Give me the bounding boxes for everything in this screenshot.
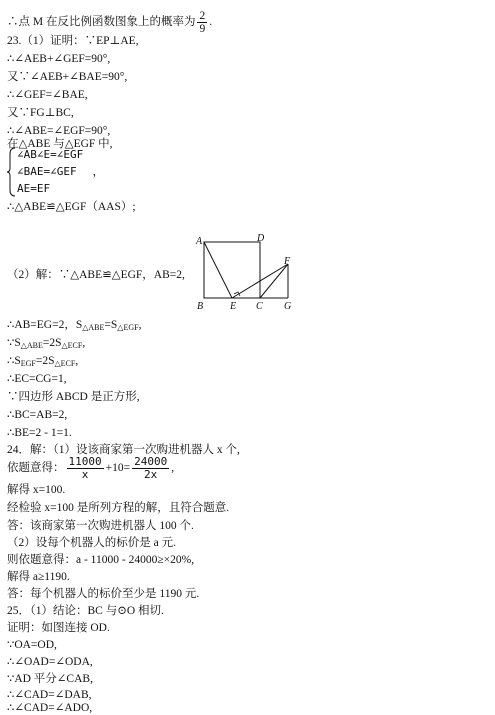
- text-line: ∴∠GEF=∠BAE,: [7, 89, 88, 101]
- text-line: ∴BE=2 - 1=1.: [7, 427, 72, 439]
- text-run: ,: [75, 355, 79, 367]
- fraction: [132, 456, 169, 481]
- subscript: △ABE: [20, 341, 43, 350]
- text-line: ∴∠CAD=∠ADO,: [7, 702, 93, 714]
- equation-line: [17, 163, 104, 180]
- text-line: 23.（1）证明：∵EP⊥AE,: [7, 35, 139, 47]
- point-label-b: B: [197, 301, 204, 312]
- point-label-g: G: [284, 301, 292, 312]
- text-run: =S: [104, 319, 118, 331]
- text-run: ，: [92, 165, 104, 178]
- text-line: 25．（1）结论：BC 与⊙O 相切.: [7, 605, 164, 617]
- point-label-f: F: [284, 256, 291, 267]
- text-line: [7, 354, 78, 371]
- text-run: =2S: [35, 355, 55, 367]
- numerator: 24000: [134, 455, 168, 468]
- text-line: ∴∠AEB+∠GEF=90°,: [7, 53, 111, 65]
- fraction: [197, 10, 207, 35]
- text-line: 则依题意得：a - 11000 - 24000≥×20%,: [7, 554, 195, 566]
- text-line: ∴△ABE≌△EGF（AAS）;: [7, 201, 136, 213]
- subscript: EGF: [20, 359, 36, 368]
- text-run: ∴AB=EG=2，S: [7, 319, 83, 331]
- text-line: ∵四边形 ABCD 是正方形,: [7, 391, 140, 403]
- text-line: （2）设每个机器人的标价是 a 元.: [7, 537, 176, 549]
- equation-line: AE=EF: [17, 182, 51, 195]
- text-line: ∴EC=CG=1,: [7, 373, 67, 385]
- segment-cf: [260, 264, 288, 298]
- text-line: 答：每个机器人的标价至少是 1190 元.: [7, 588, 200, 600]
- text-run: 依题意得：: [7, 462, 65, 475]
- denominator: x: [81, 468, 89, 481]
- square-abcd: [204, 242, 260, 298]
- text-line: [7, 456, 174, 481]
- subscript: △EGF: [117, 323, 139, 332]
- numerator: 2: [199, 10, 206, 22]
- denominator: 2x: [144, 468, 158, 481]
- text-run: ∠BAE=∠GEF: [17, 165, 77, 178]
- text-run: ,: [138, 319, 142, 331]
- numerator: 11000: [68, 455, 102, 468]
- brace-icon: [7, 146, 17, 198]
- geometry-figure: [195, 232, 305, 314]
- denominator: 9: [199, 23, 206, 35]
- text-line: ∴∠CAD=∠DAB,: [7, 689, 92, 701]
- text-line: [7, 318, 141, 335]
- text-line: ∴∠OAD=∠ODA,: [7, 656, 93, 668]
- text-line: 在△ABE 与△EGF 中,: [7, 138, 113, 150]
- subscript: △ABE: [82, 323, 105, 332]
- segment-ae: [204, 242, 232, 298]
- text-line: ∴BC=AB=2,: [7, 409, 68, 421]
- point-label-a: A: [196, 236, 203, 247]
- subscript: △ECF: [61, 341, 83, 350]
- subscript: △ECF: [54, 359, 76, 368]
- text-line: 经检验 x=100 是所列方程的解，且符合题意.: [7, 502, 230, 514]
- point-label-d: D: [257, 233, 265, 244]
- text-run: ∵S: [7, 337, 21, 349]
- text-line: 证明：如图连接 OD.: [7, 622, 110, 634]
- text-line: 答：该商家第一次购进机器人 100 个.: [7, 520, 194, 532]
- text-line: ∵AD 平分∠CAB,: [7, 673, 93, 685]
- text-run: =2S: [42, 337, 62, 349]
- text-line: 解得 a≥1190.: [7, 571, 70, 583]
- text-line: 24．解：（1）设该商家第一次购进机器人 x 个,: [7, 444, 240, 456]
- text-line: ∴∠ABE=∠EGF=90°,: [7, 125, 111, 137]
- text-run: ,: [82, 337, 86, 349]
- point-label-c: C: [256, 301, 263, 312]
- fraction: [67, 456, 104, 481]
- text-line: [7, 336, 85, 353]
- text-run: +10=: [105, 462, 131, 475]
- text-line: 又∵FG⊥BC,: [7, 107, 74, 119]
- text-line: [7, 10, 212, 35]
- text-line: ∵OA=OD,: [7, 639, 57, 651]
- text-line: （2）解：∵△ABE≌△EGF，AB=2,: [7, 269, 185, 281]
- text-run: ∴S: [7, 355, 21, 367]
- text-line: 又∵∠AEB+∠BAE=90°,: [7, 71, 128, 83]
- equation-line: ∠AB∠E=∠EGF: [17, 148, 84, 161]
- equation-system: [7, 146, 104, 197]
- text-run: .: [209, 16, 213, 29]
- text-run: ,: [171, 462, 175, 475]
- text-line: 解得 x=100.: [7, 484, 66, 496]
- text-run: ∴点 M 在反比例函数图象上的概率为: [7, 16, 196, 29]
- brace-lines: [17, 146, 104, 197]
- point-label-e: E: [230, 301, 237, 312]
